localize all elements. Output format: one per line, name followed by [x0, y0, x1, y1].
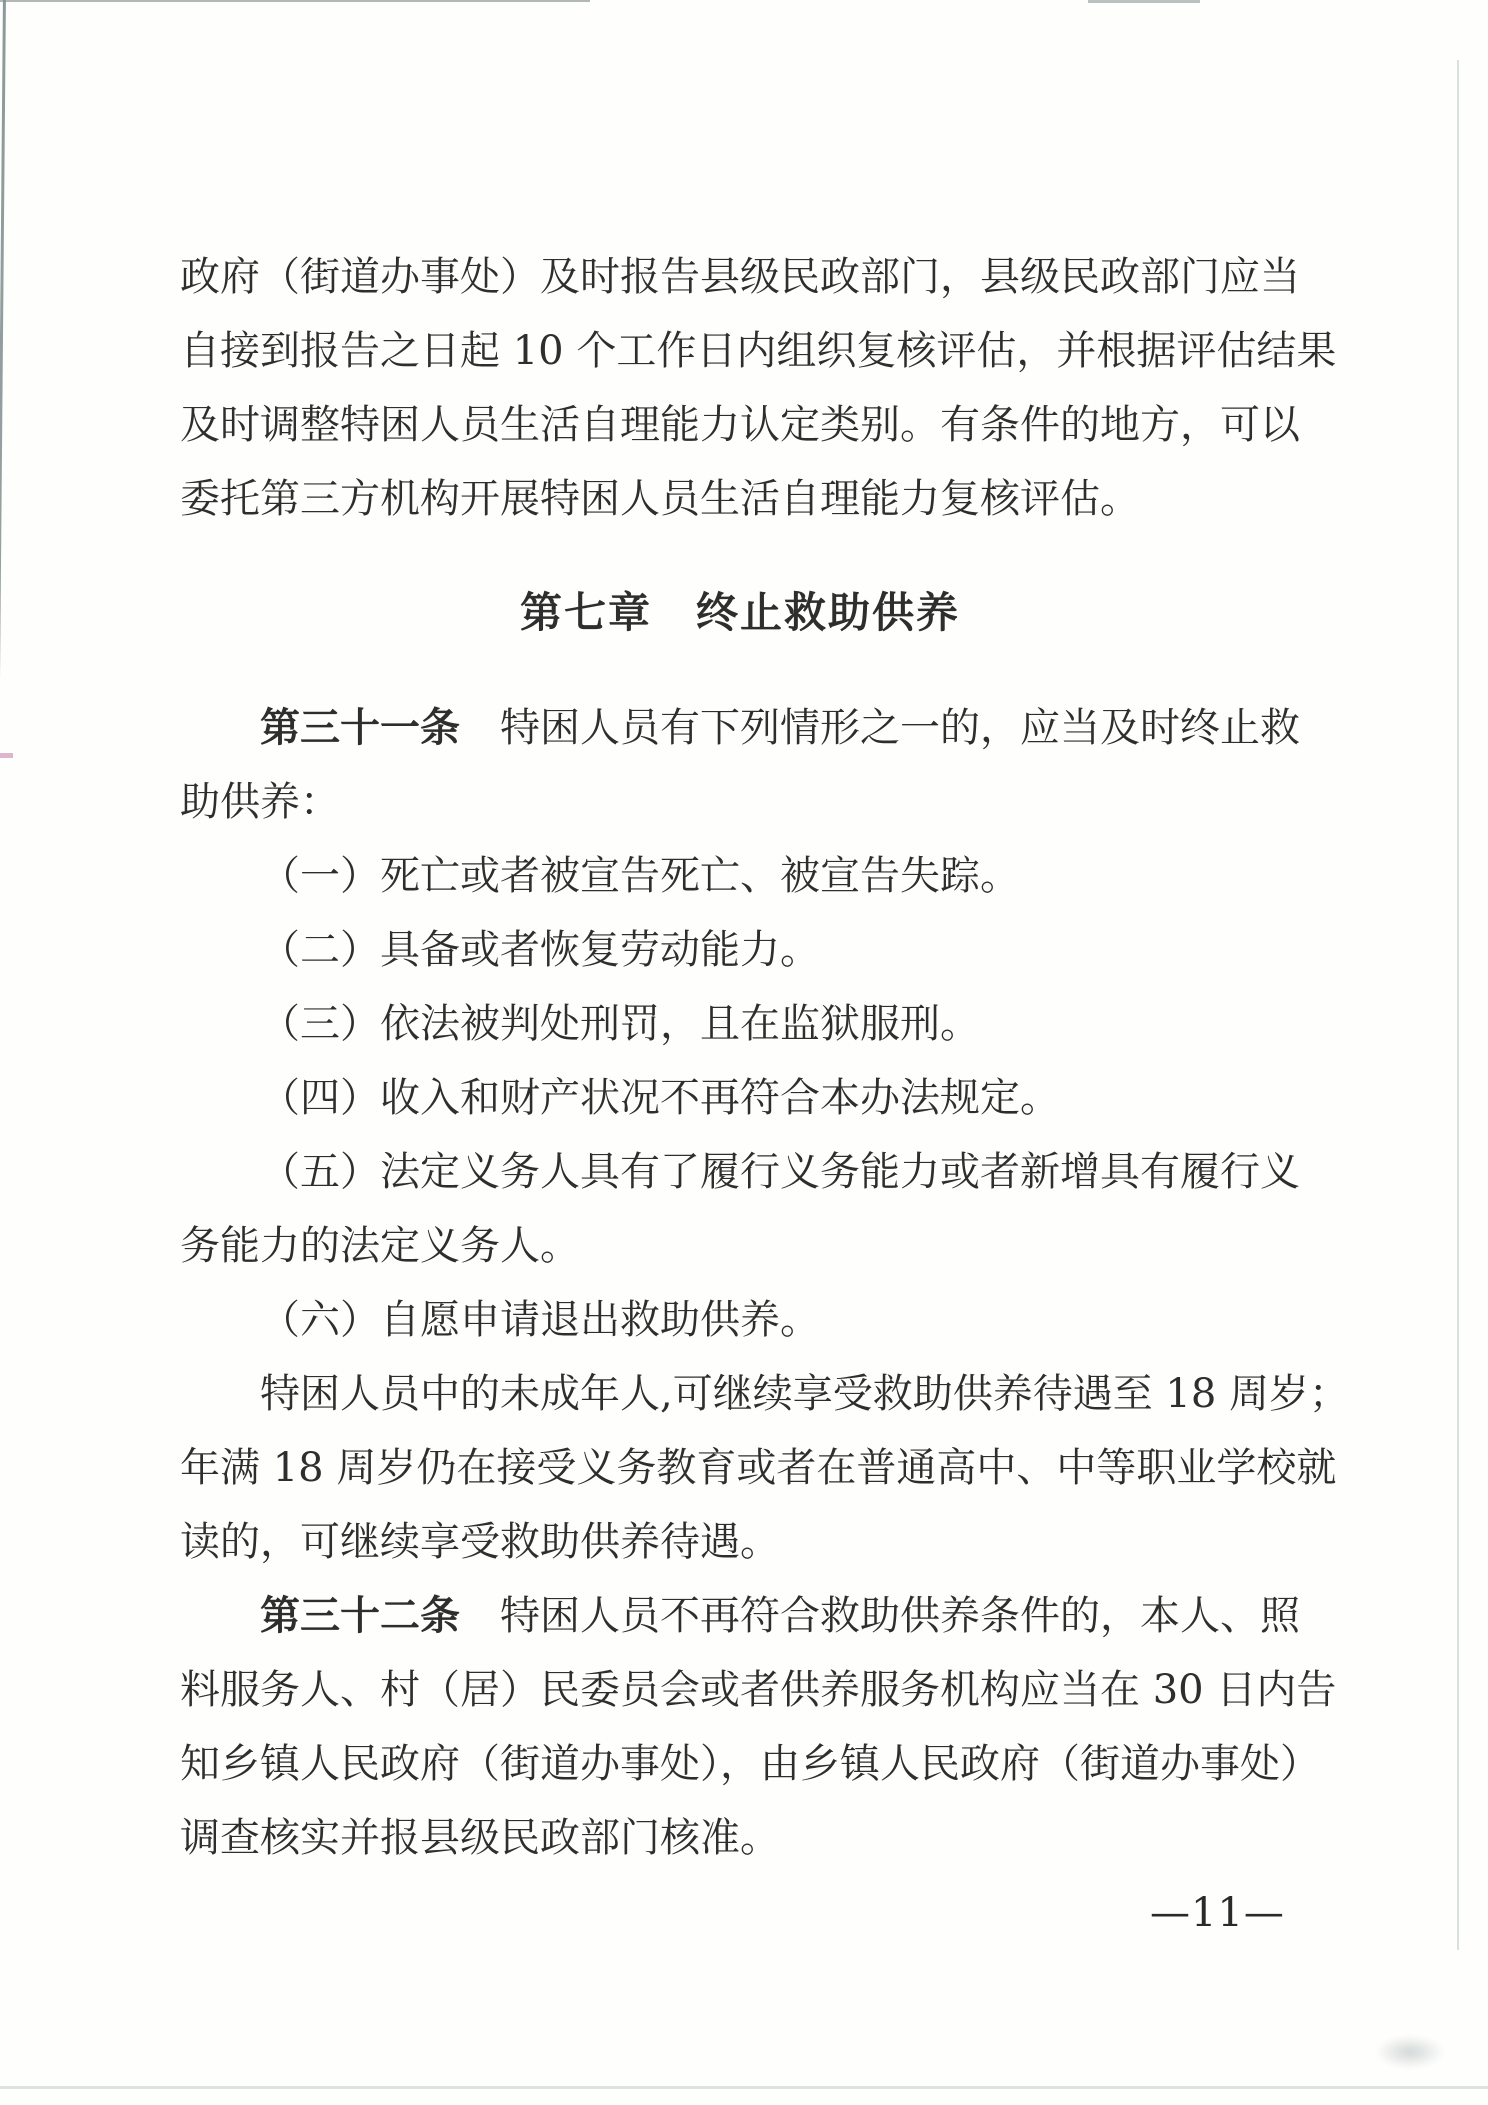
article-31-number: 第三十一条: [260, 705, 460, 751]
body-line: 政府（街道办事处）及时报告县级民政部门，县级民政部门应当: [180, 254, 1300, 300]
scan-smudge: [1375, 2035, 1445, 2069]
article-32-line-3: 知乡镇人民政府（街道办事处），由乡镇人民政府（街道办事处）: [180, 1741, 1320, 1787]
list-item-4: （四）收入和财产状况不再符合本办法规定。: [260, 1075, 1060, 1121]
article-31-lead-line-2: 助供养：: [180, 779, 340, 825]
article-31-lead-line: [180, 691, 1300, 765]
list-item-5-line-1: （五）法定义务人具有了履行义务能力或者新增具有履行义: [260, 1149, 1300, 1195]
body-line: 及时调整特困人员生活自理能力认定类别。有条件的地方，可以: [180, 402, 1300, 448]
minors-paragraph-line-2: 年满 18 周岁仍在接受义务教育或者在普通高中、中等职业学校就: [180, 1445, 1337, 1491]
body-line: 委托第三方机构开展特困人员生活自理能力复核评估。: [180, 476, 1140, 522]
list-item-2: （二）具备或者恢复劳动能力。: [260, 927, 820, 973]
scan-pink-mark: [0, 753, 13, 758]
list-item-3: （三）依法被判处刑罚，且在监狱服刑。: [260, 1001, 980, 1047]
chapter-heading: 第七章 终止救助供养: [519, 588, 960, 637]
body-line: 自接到报告之日起 10 个工作日内组织复核评估，并根据评估结果: [180, 328, 1337, 374]
list-item-6: （六）自愿申请退出救助供养。: [260, 1297, 820, 1343]
scan-edge-left-line: [0, 0, 6, 2105]
document-body: [180, 240, 1350, 1875]
page-number: —11—: [1150, 1890, 1285, 1936]
list-item-1: （一）死亡或者被宣告死亡、被宣告失踪。: [260, 853, 1020, 899]
minors-paragraph-line-1: 特困人员中的未成年人,可继续享受救助供养待遇至 18 周岁；: [260, 1371, 1350, 1417]
list-item-5-line-2: 务能力的法定义务人。: [180, 1223, 580, 1269]
article-32-lead-line: [180, 1579, 1300, 1653]
article-32-lead-text: 特困人员不再符合救助供养条件的，本人、照: [460, 1593, 1300, 1639]
article-32-line-4: 调查核实并报县级民政部门核准。: [180, 1815, 780, 1861]
article-32-line-2: 料服务人、村（居）民委员会或者供养服务机构应当在 30 日内告: [180, 1667, 1337, 1713]
minors-paragraph-line-3: 读的，可继续享受救助供养待遇。: [180, 1519, 780, 1565]
scan-edge-top-right-line: [1088, 0, 1200, 3]
scan-edge-right-line: [1457, 60, 1459, 1950]
article-32-number: 第三十二条: [260, 1593, 460, 1639]
scan-edge-top-left-line: [0, 0, 590, 2]
scan-edge-bottom-line: [0, 2086, 1488, 2089]
article-31-lead-text: 特困人员有下列情形之一的，应当及时终止救: [460, 705, 1300, 751]
